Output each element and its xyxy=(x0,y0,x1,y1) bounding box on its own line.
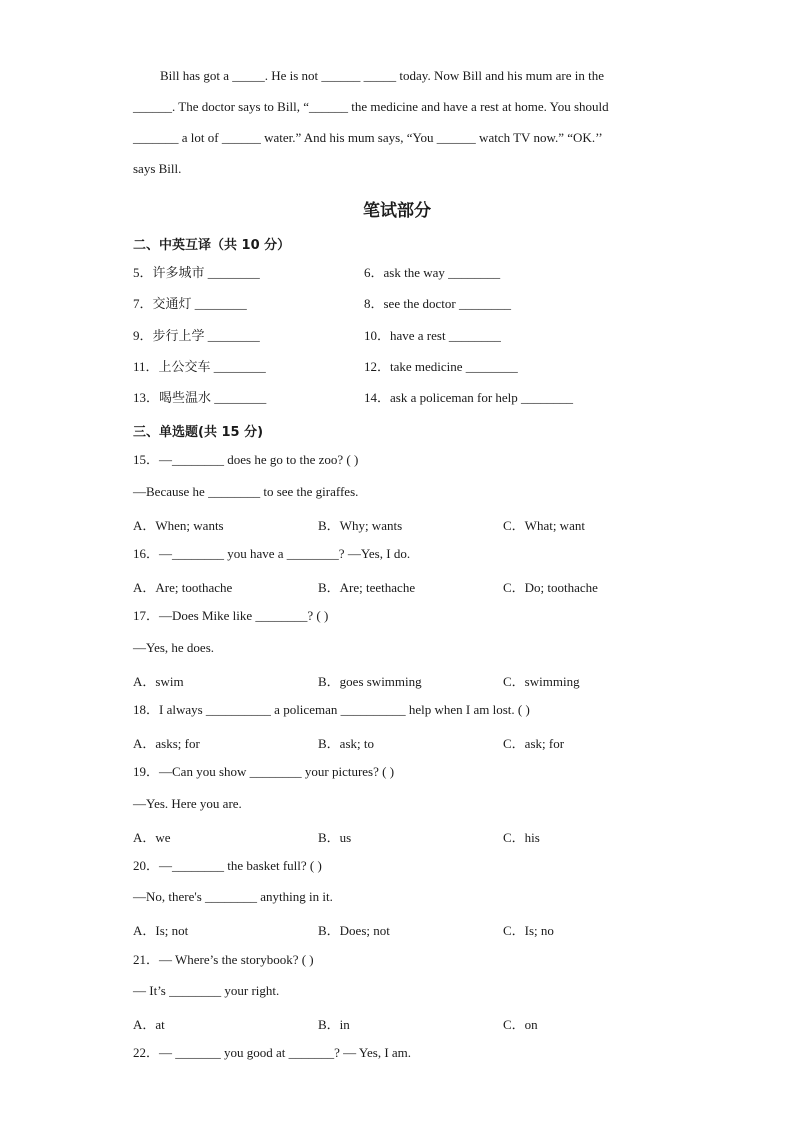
option-b: B．us xyxy=(318,830,352,845)
option-a: A．at xyxy=(133,1017,165,1032)
option-b: B．goes swimming xyxy=(318,674,422,689)
question-stem: 21．— Where’s the storybook? ( ) xyxy=(133,952,314,967)
question-stem: 15．—________ does he go to the zoo? ( ) xyxy=(133,452,359,467)
option-a: A．asks; for xyxy=(133,736,200,751)
option-a: A．Are; toothache xyxy=(133,580,233,595)
option-c: C．Is; no xyxy=(503,923,554,938)
translation-item: 14．ask a policeman for help ________ xyxy=(364,390,574,405)
option-c: C．What; want xyxy=(503,518,585,533)
question-stem: —Yes, he does. xyxy=(133,640,215,655)
option-a: A．Is; not xyxy=(133,923,189,938)
translation-item: 7．交通灯 ________ xyxy=(133,296,247,311)
question-stem: 22．— _______ you good at _______? — Yes, I am. xyxy=(133,1045,412,1060)
translation-item: 5．许多城市 ________ xyxy=(133,265,260,280)
translation-item: 13．喝些温水 ________ xyxy=(133,390,267,405)
option-c: C．swimming xyxy=(503,674,580,689)
page-title: 笔试部分 xyxy=(363,201,431,221)
question-stem: —Because he ________ to see the giraffes. xyxy=(133,484,359,499)
option-a: A．swim xyxy=(133,674,184,689)
section-heading-choice: 三、单选题(共 15 分) xyxy=(133,425,264,440)
option-b: B．Does; not xyxy=(318,923,390,938)
question-stem: 19．—Can you show ________ your pictures? ( ) xyxy=(133,764,395,779)
translation-item: 8．see the doctor ________ xyxy=(364,296,511,311)
question-stem: —No, there's ________ anything in it. xyxy=(133,889,333,904)
question-stem: —Yes. Here you are. xyxy=(133,796,242,811)
question-stem: 20．—________ the basket full? ( ) xyxy=(133,858,322,873)
passage-line-4: says Bill. xyxy=(133,161,182,176)
section-heading-translation: 二、中英互译（共 10 分） xyxy=(133,238,291,253)
translation-item: 6．ask the way ________ xyxy=(364,265,501,280)
option-c: C．ask; for xyxy=(503,736,565,751)
option-c: C．his xyxy=(503,830,540,845)
question-stem: 16．—________ you have a ________? —Yes, I do. xyxy=(133,546,411,561)
option-c: C．Do; toothache xyxy=(503,580,598,595)
option-a: A．When; wants xyxy=(133,518,224,533)
option-c: C．on xyxy=(503,1017,538,1032)
translation-item: 11．上公交车 ________ xyxy=(133,359,266,374)
option-b: B．Are; teethache xyxy=(318,580,416,595)
option-b: B．in xyxy=(318,1017,350,1032)
option-b: B．Why; wants xyxy=(318,518,403,533)
option-a: A．we xyxy=(133,830,171,845)
passage-line-1: Bill has got a _____. He is not ______ _____ today. Now Bill and his mum are in the xyxy=(160,68,605,83)
translation-item: 10．have a rest ________ xyxy=(364,328,501,343)
translation-item: 9．步行上学 ________ xyxy=(133,328,260,343)
question-stem: 17．—Does Mike like ________? ( ) xyxy=(133,608,329,623)
question-stem: 18．I always __________ a policeman __________ help when I am lost. ( ) xyxy=(133,702,530,717)
passage-line-2: ______. The doctor says to Bill, “______ the medicine and have a rest at home. You should xyxy=(133,99,609,114)
question-stem: — It’s ________ your right. xyxy=(133,983,280,998)
passage-line-3: _______ a lot of ______ water.” And his mum says, “You ______ watch TV now.” “OK.’’ xyxy=(133,130,603,145)
translation-item: 12．take medicine ________ xyxy=(364,359,518,374)
option-b: B．ask; to xyxy=(318,736,374,751)
